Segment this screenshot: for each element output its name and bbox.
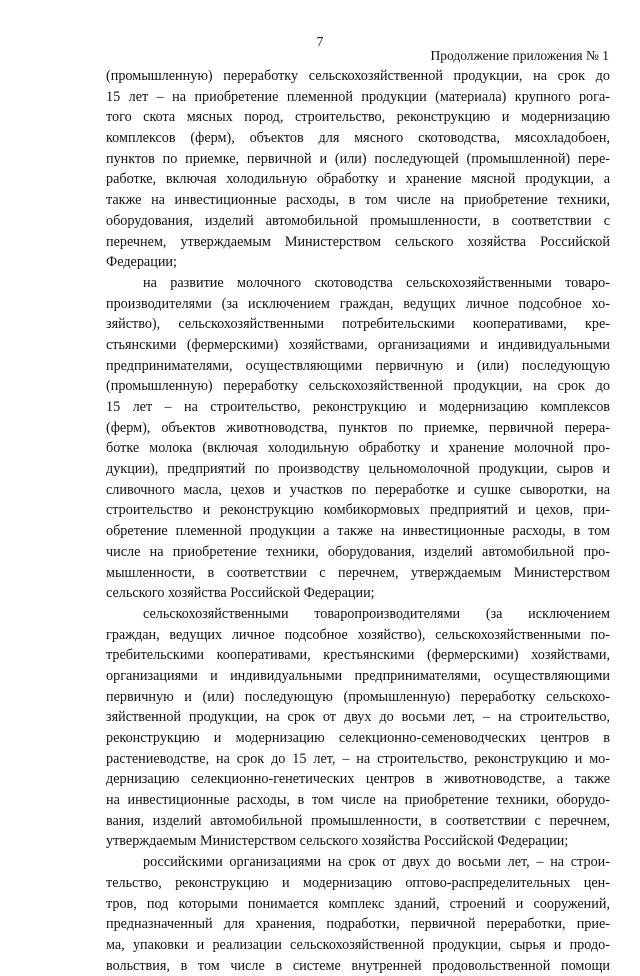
text-line: обретение племенной продукции а также на инвестиционные расходы, в том	[106, 523, 610, 540]
text-line: дернизацию селекционно-генетических центров в животноводстве, а также	[106, 771, 610, 788]
text-line: вания, изделий автомобильной промышленности, в соответствии с перечнем,	[106, 812, 610, 829]
text-line: (промышленную) переработку сельскохозяйственной продукции, на срок до	[106, 378, 610, 395]
text-line: реконструкцию и модернизацию селекционно-семеноводческих центров в	[106, 730, 610, 746]
appendix-continuation-note: Продолжение приложения № 1	[430, 48, 609, 63]
text-line: предназначенный для хранения, подработки, первичной переработки, прие-	[106, 916, 610, 933]
text-line: тельство, реконструкцию и модернизацию оптово-распределительных цен-	[106, 874, 610, 891]
text-line: зяйство), сельскохозяйственными потребительскими кооперативами, кре-	[106, 316, 610, 333]
text-line: ма, упаковки и реализации сельскохозяйственной продукции, сырья и продо-	[106, 936, 610, 953]
text-line: на инвестиционные расходы, в том числе на приобретение техники, оборудо-	[106, 792, 610, 809]
text-line: требительскими кооперативами, крестьянскими (фермерскими) хозяйствами,	[106, 647, 610, 664]
document-body	[106, 66, 610, 976]
text-line: пунктов по приемке, первичной и (или) последующей (промышленной) пере-	[106, 150, 610, 167]
text-line: российскими организациями на срок от двух до восьми лет, – на строи-	[143, 854, 610, 871]
text-line: граждан, ведущих личное подсобное хозяйство), сельскохозяйственными по-	[106, 626, 610, 643]
text-line: зяйственной продукции, на срок от двух до восьми лет, – на строительство,	[106, 709, 610, 726]
text-line: строительство и реконструкцию комбикормовых предприятий и цехов, при-	[106, 502, 610, 519]
text-line: (промышленную) переработку сельскохозяйственной продукции, на срок до	[106, 68, 610, 84]
text-line: первичную и (или) последующую (промышленную) переработку сельскохо-	[106, 688, 610, 705]
text-line: вольствия, в том числе в системе внутренней продовольственной помощи	[106, 957, 610, 974]
text-line: сельского хозяйства Российской Федерации;	[106, 585, 375, 602]
text-line: мышленности, в соответствии с перечнем, утверждаемым Министерством	[106, 564, 610, 581]
text-line: оборудования, изделий автомобильной промышленности, в соответствии с	[106, 212, 610, 229]
text-line: ботке молока (включая холодильную обработку и хранение молочной про-	[106, 440, 610, 457]
page-number: 7	[316, 34, 324, 49]
text-line: 15 лет – на строительство, реконструкцию и модернизацию комплексов	[106, 399, 610, 415]
text-line: растениеводстве, на срок до 15 лет, – на строительство, реконструкцию и мо-	[106, 750, 610, 767]
text-line: (ферм), объектов животноводства, пунктов по приемке, первичной перера-	[106, 419, 610, 436]
text-line: организациями и индивидуальными предпринимателями, осуществляющими	[106, 667, 610, 684]
text-line: 15 лет – на приобретение племенной продукции (материала) крупного рога-	[106, 88, 610, 105]
text-line: перечнем, утверждаемым Министерством сельского хозяйства Российской	[106, 233, 610, 250]
text-line: комплексов (ферм), объектов для мясного скотоводства, мясохладобоен,	[106, 130, 610, 147]
text-line: стьянскими (фермерскими) хозяйствами, организациями и индивидуальными	[106, 336, 610, 353]
text-line: сельскохозяйственными товаропроизводителями (за исключением	[143, 605, 610, 622]
text-line: на развитие молочного скотоводства сельскохозяйственными товаро-	[143, 274, 610, 291]
text-line: дукции), предприятий по производству цельномолочной продукции, сыров и	[106, 461, 610, 478]
text-line: числе на приобретение техники, оборудования, изделий автомобильной про-	[106, 543, 610, 560]
text-line: Федерации;	[106, 254, 177, 271]
text-line: утверждаемым Министерством сельского хозяйства Российской Федерации;	[106, 833, 569, 850]
text-line: тров, под которыми понимается комплекс зданий, строений и сооружений,	[106, 895, 610, 912]
text-line: также на инвестиционные расходы, в том числе на приобретение техники,	[106, 192, 610, 209]
text-line: работке, включая холодильную обработку и хранение мясной продукции, а	[106, 171, 610, 188]
text-line: сливочного масла, цехов и участков по переработке и сушке сыворотки, на	[106, 481, 610, 498]
text-line: производителями (за исключением граждан, ведущих личное подсобное хо-	[106, 295, 610, 312]
text-line: предпринимателями, осуществляющими первичную и (или) последующую	[106, 357, 610, 374]
text-line: того скота мясных пород, строительство, реконструкцию и модернизацию	[106, 109, 610, 126]
